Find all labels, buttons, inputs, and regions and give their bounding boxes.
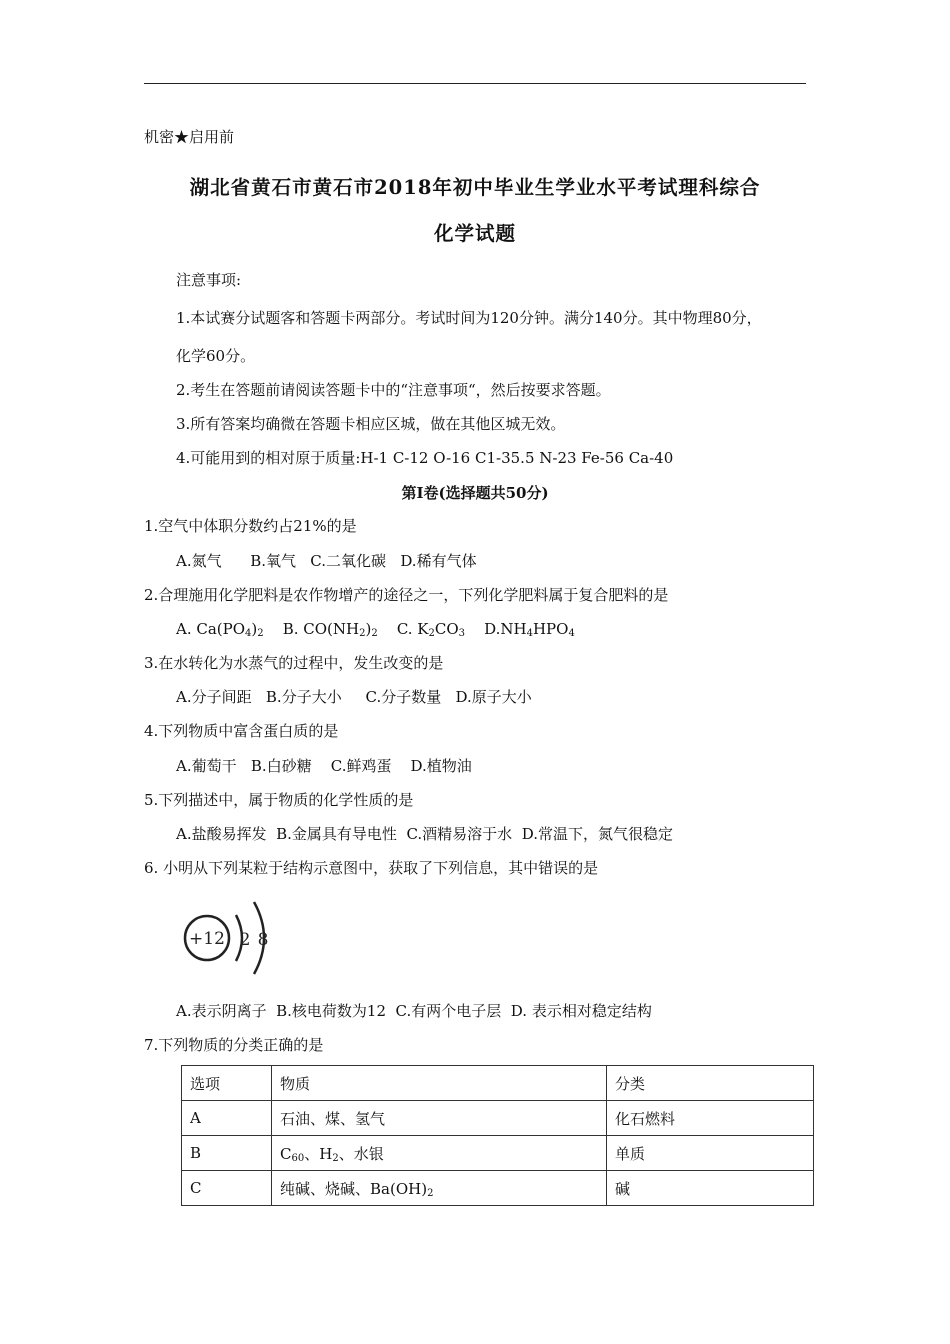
classification-table (181, 1065, 814, 1206)
header-class: 分类 (607, 1066, 814, 1101)
row-class: 单质 (607, 1136, 814, 1171)
q3-options: A.分子间距 B.分子大小 C.分子数量 D.原子大小 (176, 688, 532, 706)
note-3: 3.所有答案均确微在答题卡相应区城，做在其他区城无效。 (176, 415, 566, 433)
nucleus-charge: +12 (189, 929, 225, 949)
note-4: 4.可能用到的相对原于质量:H-1 C-12 O-16 C1-35.5 N-23 Fe-56 Ca-40 (176, 449, 674, 467)
row-class: 化石燃料 (607, 1101, 814, 1136)
q2-options (176, 619, 575, 639)
note-2: 2.考生在答题前请阅读答题卡中的“注意事项“，然后按要求答题。 (176, 381, 611, 399)
q2-stem: 2.合理施用化学肥料是农作物增产的途径之一，下列化学肥料属于复合肥料的是 (144, 586, 669, 604)
exam-title: 湖北省黄石市黄石市2018年初中毕业生学业水平考试理科综合 (189, 176, 761, 199)
row-option: C (182, 1171, 272, 1206)
row-substance: 石油、煤、氢气 (272, 1101, 607, 1136)
section-heading: 第I卷(选择题共50分) (401, 484, 549, 502)
q5-stem: 5.下列描述中，属于物质的化学性质的是 (144, 791, 414, 809)
table-row (182, 1171, 814, 1206)
row-option: A (182, 1101, 272, 1136)
shell-1-electrons: 2 (239, 930, 251, 950)
row-substance: 纯碱、烧碱、$Ba(OH)_2$ (272, 1171, 607, 1206)
exam-subtitle: 化学试题 (433, 222, 516, 245)
q6-options: A.表示阴离子 B.核电荷数为12 C.有两个电子层 D. 表示相对稳定结构 (176, 1002, 652, 1020)
header-rule (144, 83, 806, 84)
q4-stem: 4.下列物质中富含蛋白质的是 (144, 722, 339, 740)
confidential-label: 机密★启用前 (144, 128, 235, 146)
shell-2-electrons: 8 (257, 930, 269, 950)
header-option: 选项 (182, 1066, 272, 1101)
table-row (182, 1101, 814, 1136)
notes-heading: 注意事项: (176, 271, 242, 289)
row-class: 碱 (607, 1171, 814, 1206)
q7-stem: 7.下列物质的分类正确的是 (144, 1036, 324, 1054)
note-1b: 化学60分。 (176, 347, 256, 365)
q2-option-a: A. $Ca(PO_4)_2$ (176, 620, 264, 639)
q2-option-b: B. $CO(NH_2)_2$ (282, 620, 378, 639)
row-option: B (182, 1136, 272, 1171)
q2-option-c: C. $K_2CO_3$ (396, 620, 466, 639)
atom-structure-diagram (176, 890, 286, 980)
table-header-row (182, 1066, 814, 1101)
table-row (182, 1136, 814, 1171)
q5-options: A.盐酸易挥发 B.金属具有导电性 C.酒精易溶于水 D.常温下，氮气很稳定 (176, 825, 673, 843)
header-substance: 物质 (272, 1066, 607, 1101)
row-substance: $C_{60}$、$H_2$、水银 (272, 1136, 607, 1171)
q1-stem: 1.空气中体职分数约占21%的是 (144, 517, 357, 535)
q3-stem: 3.在水转化为水蒸气的过程中，发生改变的是 (144, 654, 444, 672)
q1-options: A.氮气 B.氧气 C.二氧化碳 D.稀有气体 (176, 552, 477, 570)
q6-stem: 6. 小明从下列某粒于结构示意图中，获取了下列信息，其中错误的是 (144, 859, 599, 877)
note-1a: 1.本试赛分试题客和答题卡两部分。考试时间为120分钟。满分140分。其中物理80分， (176, 309, 762, 327)
q2-option-d: $D.NH_4HPO_4$ (484, 620, 575, 639)
q4-options: A.葡萄干 B.白砂糖 C.鲜鸡蛋 D.植物油 (176, 757, 472, 775)
